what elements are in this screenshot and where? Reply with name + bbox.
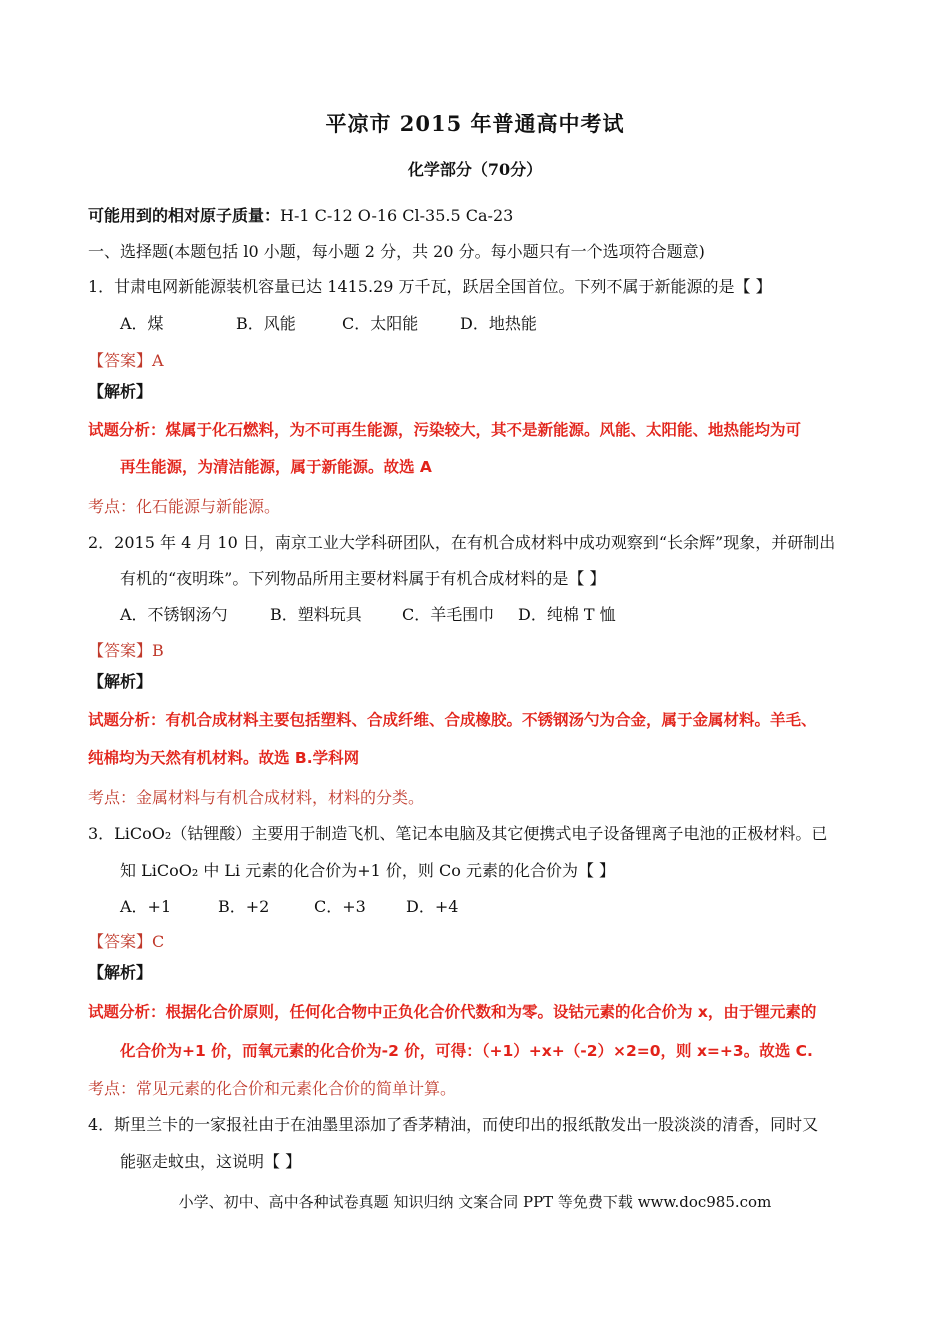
q3-option-a: A．+1: [120, 897, 172, 916]
q2-analysis-line-1: 试题分析：有机合成材料主要包括塑料、合成纤维、合成橡胶。不锈钢汤勺为合金，属于金属材料。羊毛、: [88, 711, 817, 729]
atomic-mass-values: H-1 C-12 O-16 Cl-35.5 Ca-23: [280, 206, 514, 225]
q2-option-a: A．不锈钢汤勺: [120, 605, 228, 624]
q3-answer: 【答案】C: [88, 932, 165, 951]
q2-analysis-line-2: 纯棉均为天然有机材料。故选 B.学科网: [88, 749, 360, 767]
page-footer: 小学、初中、高中各种试卷真题 知识归纳 文案合同 PPT 等免费下载 www.doc985.com: [178, 1193, 772, 1211]
q4-stem-line-2: 能驱走蚊虫，这说明【 】: [120, 1152, 302, 1171]
q2-option-c: C．羊毛围巾: [402, 605, 495, 624]
q3-stem-line-2: 知 LiCoO₂ 中 Li 元素的化合价为+1 价，则 Co 元素的化合价为【 】: [120, 861, 616, 880]
page-title: 平凉市 2015 年普通高中考试: [325, 111, 625, 136]
q3-stem-line-1: 3．LiCoO₂（钴锂酸）主要用于制造飞机、笔记本电脑及其它便携式电子设备锂离子电池的正极材料。已: [88, 824, 828, 843]
q4-stem-line-1: 4．斯里兰卡的一家报社由于在油墨里添加了香茅精油，而使印出的报纸散发出一股淡淡的清香，同时又: [88, 1115, 819, 1134]
q1-analysis-line-2: 再生能源，为清洁能源，属于新能源。故选 A: [120, 458, 432, 476]
q1-option-d: D．地热能: [460, 314, 537, 333]
q3-analysis-line-1: 试题分析：根据化合价原则，任何化合物中正负化合价代数和为零。设钴元素的化合价为 x，由于锂元素的: [88, 1003, 817, 1021]
q1-options: [120, 314, 537, 334]
q2-answer: 【答案】B: [88, 641, 164, 660]
q1-stem-line-1: 1．甘肃电网新能源装机容量已达 1415.29 万千瓦，跃居全国首位。下列不属于新能源的是【 】: [88, 277, 772, 296]
section-heading: 一、选择题(本题包括 l0 小题，每小题 2 分，共 20 分。每小题只有一个选项符合题意): [88, 242, 705, 261]
q2-point: 考点：金属材料与有机合成材料，材料的分类。: [88, 788, 425, 807]
q3-option-d: D．+4: [406, 897, 459, 916]
q3-option-b: B．+2: [218, 897, 270, 916]
q3-options: [120, 897, 458, 917]
q1-option-c: C．太阳能: [342, 314, 419, 333]
q2-option-b: B．塑料玩具: [270, 605, 362, 624]
q1-point: 考点：化石能源与新能源。: [88, 497, 281, 516]
q3-point: 考点：常见元素的化合价和元素化合价的简单计算。: [88, 1079, 457, 1098]
q2-stem-line-2: 有机的“夜明珠”。下列物品所用主要材料属于有机合成材料的是【 】: [120, 569, 606, 588]
q1-analysis-line-1: 试题分析：煤属于化石燃料，为不可再生能源，污染较大，其不是新能源。风能、太阳能、地热能均为可: [88, 421, 802, 439]
q1-option-b: B．风能: [236, 314, 296, 333]
q1-answer: 【答案】A: [88, 351, 164, 370]
q3-option-c: C．+3: [314, 897, 366, 916]
q2-option-d: D．纯棉 T 恤: [518, 605, 616, 624]
atomic-mass-line: [88, 206, 513, 226]
q1-option-a: A．煤: [120, 314, 164, 333]
q2-stem-line-1: 2．2015 年 4 月 10 日，南京工业大学科研团队，在有机合成材料中成功观察到“长余辉”现象，并研制出: [88, 533, 836, 552]
q3-analysis-line-2: 化合价为+1 价，而氧元素的化合价为-2 价，可得：（+1）+x+（-2）×2=0，则 x=+3。故选 C.: [120, 1042, 813, 1060]
q2-options: [120, 605, 616, 625]
q1-analysis-label: 【解析】: [88, 382, 153, 401]
page-subtitle: 化学部分（70分）: [407, 160, 543, 179]
q2-analysis-label: 【解析】: [88, 672, 153, 691]
q3-analysis-label: 【解析】: [88, 963, 153, 982]
atomic-mass-label: 可能用到的相对原子质量：: [88, 206, 281, 225]
